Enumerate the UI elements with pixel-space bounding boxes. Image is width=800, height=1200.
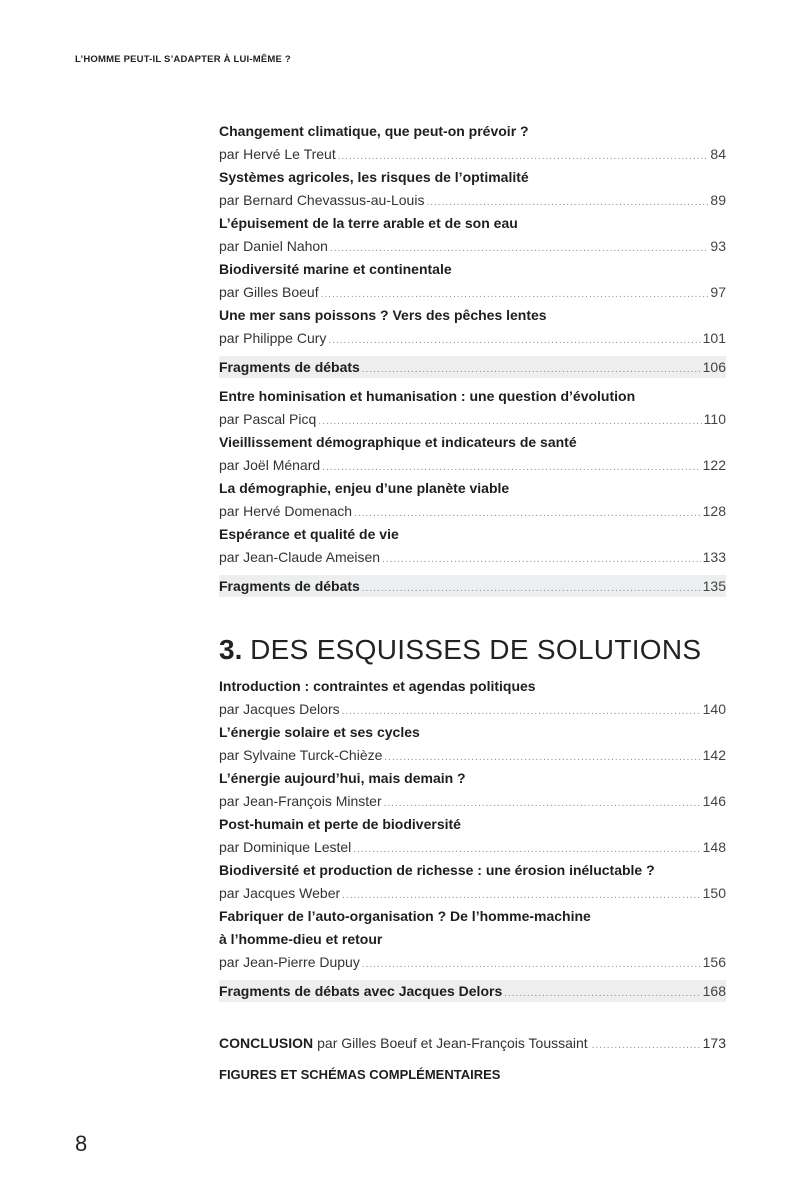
entry-title: Changement climatique, que peut-on prévoir ? — [219, 123, 529, 139]
entry-title: Post-humain et perte de biodiversité — [219, 816, 461, 832]
conclusion-authors: par Gilles Boeuf et Jean-François Toussaint — [317, 1035, 588, 1051]
toc-entry[interactable] — [219, 813, 726, 859]
entry-author: par Sylvaine Turck-Chièze — [219, 747, 383, 763]
toc-entry[interactable] — [219, 721, 726, 767]
dot-leader — [384, 792, 701, 815]
entry-title: Biodiversité et production de richesse : une érosion inéluctable ? — [219, 862, 655, 878]
entry-page: 150 — [702, 885, 726, 901]
entry-author-line — [219, 189, 726, 212]
toc-entry[interactable] — [219, 385, 726, 431]
entry-page: 89 — [710, 192, 726, 208]
entry-author-line — [219, 744, 726, 767]
dot-leader — [318, 410, 701, 433]
entry-author-line — [219, 454, 726, 477]
debate-page: 168 — [702, 983, 726, 999]
entry-author-line — [219, 500, 726, 523]
dot-leader — [322, 456, 700, 479]
entry-author-line — [219, 235, 726, 258]
entry-author: par Jean-Pierre Dupuy — [219, 954, 360, 970]
entry-author: par Bernard Chevassus-au-Louis — [219, 192, 425, 208]
toc-entry[interactable] — [219, 166, 726, 212]
toc-entry[interactable] — [219, 859, 726, 905]
entry-page: 122 — [702, 457, 726, 473]
toc-entry[interactable] — [219, 767, 726, 813]
entry-page: 110 — [703, 411, 726, 427]
entry-author: par Hervé Domenach — [219, 503, 353, 519]
dot-leader — [362, 953, 701, 976]
entry-author-line — [219, 408, 726, 431]
toc-entry[interactable] — [219, 304, 726, 350]
section-heading — [219, 633, 726, 667]
entry-page: 133 — [702, 549, 726, 565]
dot-leader — [592, 1034, 701, 1057]
debate-label: Fragments de débats — [219, 359, 360, 375]
debate-fragments-entry[interactable] — [219, 356, 726, 378]
entry-title: Biodiversité marine et continentale — [219, 261, 452, 277]
toc-entry[interactable] — [219, 523, 726, 569]
entry-title: Espérance et qualité de vie — [219, 526, 399, 542]
table-of-contents — [219, 120, 726, 1086]
dot-leader — [362, 359, 701, 381]
entry-author-line — [219, 327, 726, 350]
entry-page: 97 — [710, 284, 726, 300]
dot-leader — [354, 502, 701, 525]
section-number: 3. — [219, 634, 243, 665]
dot-leader — [330, 237, 708, 260]
entry-title: Introduction : contraintes et agendas politiques — [219, 678, 536, 694]
entry-author: par Gilles Boeuf — [219, 284, 319, 300]
entry-title: Entre hominisation et humanisation : une question d’évolution — [219, 388, 636, 404]
entry-author: par Hervé Le Treut — [219, 146, 336, 162]
entry-author: par Pascal Picq — [219, 411, 317, 427]
figures-entry[interactable]: FIGURES ET SCHÉMAS COMPLÉMENTAIRES — [219, 1067, 501, 1082]
entry-title: L’épuisement de la terre arable et de son eau — [219, 215, 518, 231]
entry-title: Une mer sans poissons ? Vers des pêches lentes — [219, 307, 547, 323]
toc-entry[interactable] — [219, 212, 726, 258]
debate-label: Fragments de débats avec Jacques Delors — [219, 983, 503, 999]
entry-author-line — [219, 790, 726, 813]
entry-author: par Daniel Nahon — [219, 238, 328, 254]
dot-leader — [426, 191, 708, 214]
entry-author: par Jean-Claude Ameisen — [219, 549, 381, 565]
entry-author-line — [219, 281, 726, 304]
entry-title: L’énergie aujourd’hui, mais demain ? — [219, 770, 466, 786]
entry-page: 142 — [702, 747, 726, 763]
entry-author: par Philippe Cury — [219, 330, 327, 346]
conclusion-page: 173 — [702, 1035, 726, 1051]
entry-author: par Jean-François Minster — [219, 793, 382, 809]
debate-page: 135 — [702, 578, 726, 594]
conclusion-label: CONCLUSION — [219, 1035, 314, 1051]
dot-leader — [342, 700, 701, 723]
entry-author-line — [219, 698, 726, 721]
dot-leader — [362, 578, 701, 600]
toc-entry[interactable] — [219, 258, 726, 304]
entry-title: Fabriquer de l’auto-organisation ? De l’homme-machine — [219, 908, 591, 924]
entry-author: par Jacques Weber — [219, 885, 341, 901]
entry-author-line — [219, 836, 726, 859]
section-title: DES ESQUISSES DE SOLUTIONS — [250, 634, 702, 665]
entry-author: par Dominique Lestel — [219, 839, 352, 855]
entry-page: 93 — [710, 238, 726, 254]
debate-fragments-entry[interactable] — [219, 980, 726, 1002]
entry-page: 148 — [702, 839, 726, 855]
toc-entry[interactable] — [219, 905, 726, 974]
toc-entry[interactable] — [219, 431, 726, 477]
debate-label: Fragments de débats — [219, 578, 360, 594]
dot-leader — [382, 548, 701, 571]
conclusion-entry[interactable] — [219, 1032, 726, 1055]
dot-leader — [342, 884, 701, 907]
entry-author-line — [219, 882, 726, 905]
page-number: 8 — [75, 1131, 88, 1156]
entry-title: Systèmes agricoles, les risques de l’optimalité — [219, 169, 529, 185]
entry-author: par Joël Ménard — [219, 457, 321, 473]
dot-leader — [328, 329, 700, 352]
dot-leader — [384, 746, 700, 769]
running-head: L’HOMME PEUT-IL S’ADAPTER À LUI-MÊME ? — [75, 54, 291, 65]
entry-page: 146 — [702, 793, 726, 809]
entry-author-line — [219, 143, 726, 166]
debate-page: 106 — [702, 359, 726, 375]
entry-page: 128 — [702, 503, 726, 519]
dot-leader — [353, 838, 700, 861]
entry-author-line — [219, 951, 726, 974]
entry-title: La démographie, enjeu d’une planète viable — [219, 480, 510, 496]
entry-page: 84 — [710, 146, 726, 162]
toc-entry[interactable] — [219, 120, 726, 166]
toc-entry[interactable] — [219, 675, 726, 721]
dot-leader — [321, 283, 709, 306]
toc-entry[interactable] — [219, 477, 726, 523]
entry-author: par Jacques Delors — [219, 701, 340, 717]
entry-page: 156 — [702, 954, 726, 970]
dot-leader — [504, 983, 700, 1005]
debate-fragments-entry[interactable] — [219, 575, 726, 597]
entry-page: 101 — [702, 330, 726, 346]
entry-title: Vieillissement démographique et indicateurs de santé — [219, 434, 577, 450]
entry-author-line — [219, 546, 726, 569]
entry-title: L’énergie solaire et ses cycles — [219, 724, 420, 740]
entry-title-continued: à l’homme-dieu et retour — [219, 931, 383, 947]
entry-page: 140 — [702, 701, 726, 717]
dot-leader — [338, 145, 709, 168]
